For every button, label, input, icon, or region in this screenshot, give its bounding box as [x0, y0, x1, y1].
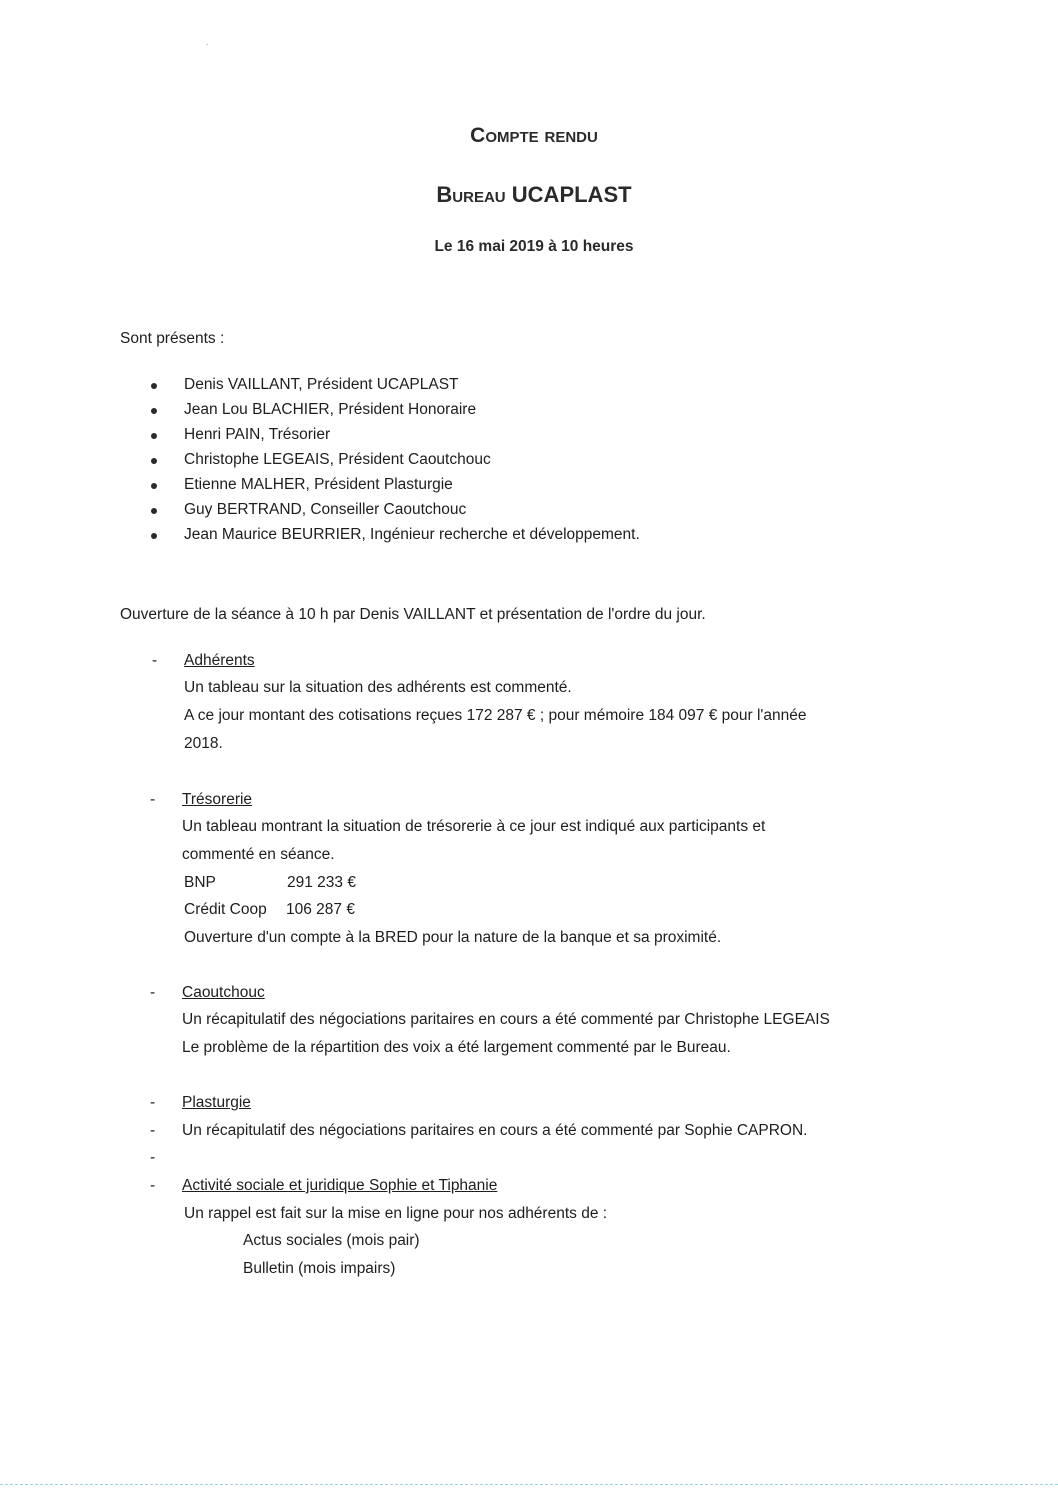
- scan-edge-line: [0, 1484, 1058, 1485]
- section-dash: -: [150, 1094, 156, 1111]
- section-heading-activite: Activité sociale et juridique Sophie et Tiphanie: [182, 1177, 498, 1194]
- section-dash: -: [152, 652, 158, 669]
- document-title: [0, 124, 1058, 148]
- bullet-icon: [151, 483, 157, 489]
- bullet-icon: [151, 508, 157, 514]
- tresorerie-line: Ouverture d'un compte à la BRED pour la nature de la banque et sa proximité.: [184, 929, 722, 946]
- section-dash: -: [150, 984, 156, 1001]
- section-heading-caoutchouc: Caoutchouc: [182, 984, 265, 1001]
- attendee-item: Etienne MALHER, Président Plasturgie: [184, 476, 453, 493]
- attendees-intro: Sont présents :: [120, 330, 225, 347]
- subtitle-ucaplast: UCAPLAST: [511, 182, 632, 207]
- bullet-icon: [151, 533, 157, 539]
- bullet-icon: [151, 383, 157, 389]
- adherents-line: 2018.: [184, 735, 223, 752]
- bullet-icon: [151, 433, 157, 439]
- caoutchouc-line: Un récapitulatif des négociations paritaires en cours a été commenté par Christophe LEGEAIS: [182, 1011, 830, 1028]
- adherents-line: Un tableau sur la situation des adhérents est commenté.: [184, 679, 572, 696]
- section-heading-plasturgie: Plasturgie: [182, 1094, 251, 1111]
- attendee-item: Guy BERTRAND, Conseiller Caoutchouc: [184, 501, 467, 518]
- attendee-item: Jean Maurice BEURRIER, Ingénieur recherche et développement.: [184, 526, 640, 543]
- section-dash: -: [150, 1122, 156, 1139]
- meeting-date: Le 16 mai 2019 à 10 heures: [434, 238, 634, 255]
- opening-paragraph: Ouverture de la séance à 10 h par Denis VAILLANT et présentation de l'ordre du jour.: [120, 606, 706, 623]
- activite-line: Un rappel est fait sur la mise en ligne pour nos adhérents de :: [184, 1205, 608, 1222]
- section-dash: -: [150, 1149, 156, 1166]
- bank-amount: 106 287 €: [286, 901, 355, 918]
- activite-subitem: Bulletin (mois impairs): [243, 1260, 396, 1277]
- attendee-item: Jean Lou BLACHIER, Président Honoraire: [184, 401, 477, 418]
- section-heading-tresorerie: Trésorerie: [182, 791, 253, 808]
- section-dash: -: [150, 791, 156, 808]
- bank-amount: 291 233 €: [287, 874, 356, 891]
- section-heading-adherents: Adhérents: [184, 652, 255, 669]
- subtitle-bureau: Bureau: [436, 182, 506, 207]
- attendee-item: Henri PAIN, Trésorier: [184, 426, 331, 443]
- section-dash: -: [150, 1177, 156, 1194]
- title-line1: Compte rendu: [470, 124, 598, 147]
- adherents-line: A ce jour montant des cotisations reçues 172 287 € ; pour mémoire 184 097 € pour l'année: [184, 707, 807, 724]
- activite-subitem: Actus sociales (mois pair): [243, 1232, 420, 1249]
- scan-speck: [206, 44, 208, 45]
- document-subtitle: [0, 182, 1058, 208]
- tresorerie-line: Un tableau montrant la situation de trésorerie à ce jour est indiqué aux participants et: [182, 818, 766, 835]
- attendee-item: Denis VAILLANT, Président UCAPLAST: [184, 376, 459, 393]
- bank-label: Crédit Coop: [184, 901, 267, 918]
- plasturgie-line: Un récapitulatif des négociations paritaires en cours a été commenté par Sophie CAPRON.: [182, 1122, 808, 1139]
- bullet-icon: [151, 458, 157, 464]
- bullet-icon: [151, 408, 157, 414]
- bank-label: BNP: [184, 874, 216, 891]
- attendee-item: Christophe LEGEAIS, Président Caoutchouc: [184, 451, 491, 468]
- tresorerie-line: commenté en séance.: [182, 846, 335, 863]
- caoutchouc-line: Le problème de la répartition des voix a été largement commenté par le Bureau.: [182, 1039, 731, 1056]
